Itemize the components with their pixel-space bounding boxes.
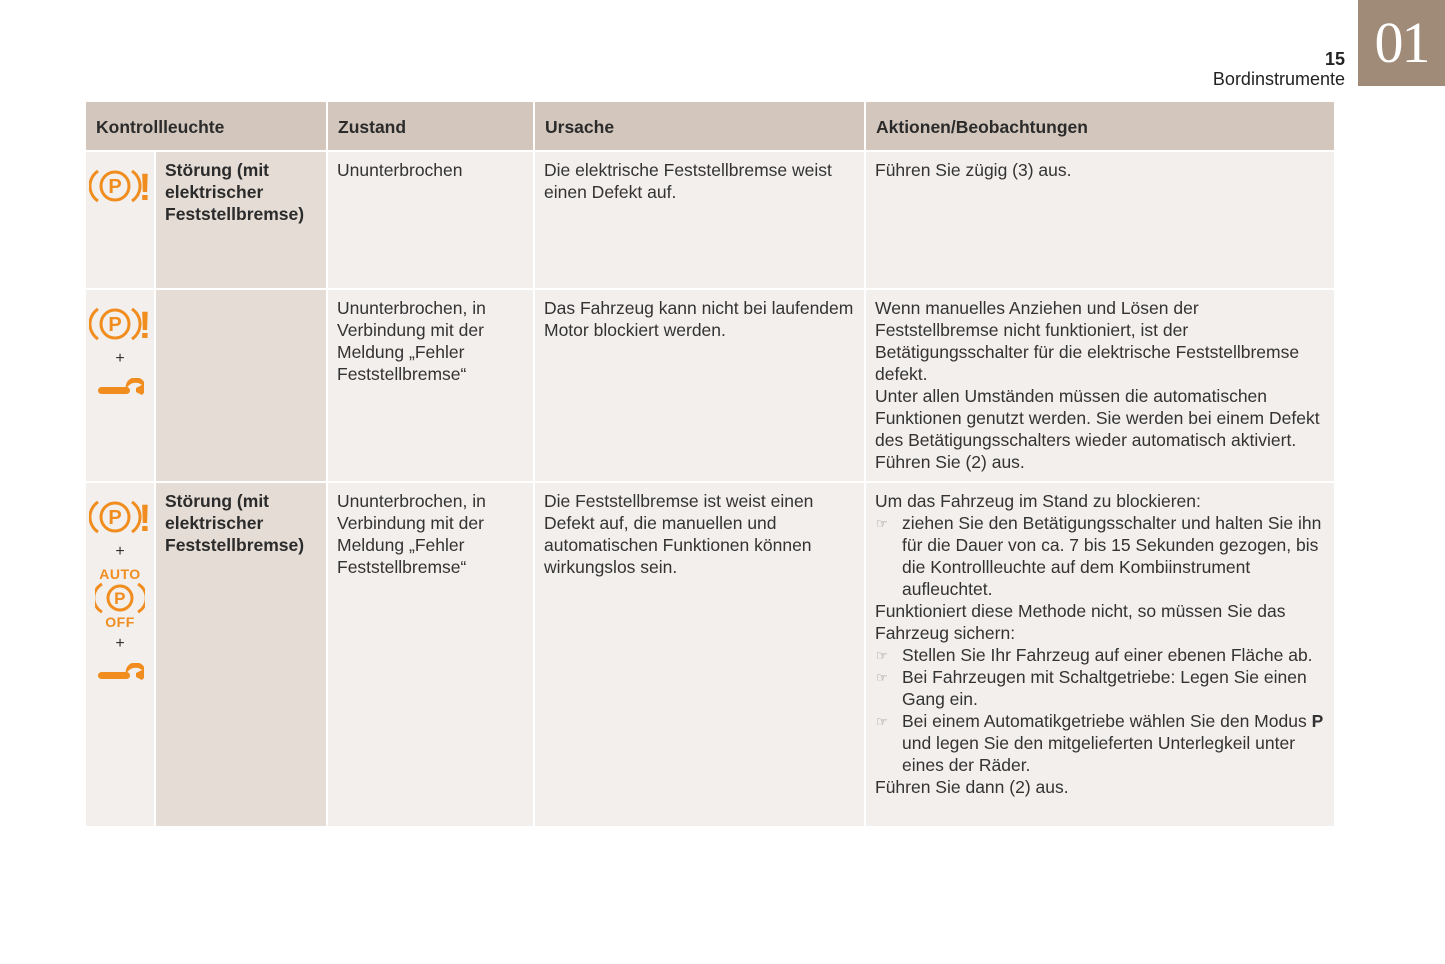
auto-off-icon [95,567,145,629]
parking-brake-icon [95,581,145,615]
pointing-hand-icon: ☞ [876,670,888,685]
list-item: ☞ Bei einem Automatikgetriebe wählen Sie den Modus P und legen Sie den mitgelieferten Unterlegkeil unter eines der Räder. [876,711,1324,775]
list-item: ☞ ziehen Sie den Betätigungsschalter und halten Sie ihn für die Dauer von ca. 7 bis 15 Sekunden gezogen, bis die Kontrollleuchte auf dem Kombiinstrument aufleuchtet. [876,513,1322,599]
row-1-ursache: Die elektrische Feststellbremse weist einen Defekt auf. [535,152,864,288]
aktionen-intro: Um das Fahrzeug im Stand zu blockieren: [875,491,1201,511]
list-item: ☞ Bei Fahrzeugen mit Schaltgetriebe: Legen Sie einen Gang ein. [876,667,1307,709]
svg-text:!: ! [138,167,151,206]
svg-text:!: ! [138,305,151,344]
svg-text:P: P [114,589,126,608]
row-3-aktionen [866,483,1334,826]
row-1-aktionen: Führen Sie zügig (3) aus. [866,152,1334,288]
warning-lights-table [86,102,1332,825]
auto-label: AUTO [99,566,141,582]
row-3-ursache: Die Feststellbremse ist weist einen Defekt auf, die manuellen und automatischen Funktionen können wirkungslos sein. [535,483,864,826]
page-number: 15 [1324,49,1345,69]
brake-warning-icon [89,304,151,344]
row-1-zustand: Ununterbrochen [328,152,533,288]
svg-text:P: P [108,507,122,529]
column-header-kontrollleuchte: Kontrollleuchte [86,102,326,150]
pointing-hand-icon: ☞ [876,714,888,729]
aktionen-mid: Funktioniert diese Methode nicht, so müssen Sie das Fahrzeug sichern: [875,601,1286,643]
mode-p: P [1311,711,1324,731]
svg-text:!: ! [138,498,151,537]
row-2-ursache: Das Fahrzeug kann nicht bei laufendem Motor blockiert werden. [535,290,864,481]
pointing-hand-icon: ☞ [876,516,888,531]
aktionen-end: Führen Sie dann (2) aus. [875,777,1069,797]
row-3-label: Störung (mit elektrischer Feststellbremse) [156,483,326,826]
column-header-aktionen: Aktionen/Beobachtungen [866,102,1334,150]
brake-warning-icon [89,497,151,537]
aktionen-paragraph: Unter allen Umständen müssen die automatischen Funktionen genutzt werden. Sie werden bei einem Defekt des Betätigungsschalters wieder automatisch aktiviert. [875,386,1320,450]
aktionen-list [875,644,1325,776]
row-2-label [156,290,326,481]
section-title: Bordinstrumente [1212,69,1345,89]
list-item: ☞ Stellen Sie Ihr Fahrzeug auf einer ebenen Fläche ab. [876,645,1313,665]
plus-sign: + [115,543,125,560]
row-3-zustand: Ununterbrochen, in Verbindung mit der Meldung „Fehler Feststellbremse“ [328,483,533,826]
svg-text:P: P [108,314,122,336]
pointing-hand-icon: ☞ [876,648,888,663]
row-3-icons [86,483,154,826]
svg-text:P: P [108,176,122,198]
plus-sign: + [115,350,125,367]
row-2-aktionen [866,290,1334,481]
plus-sign: + [115,635,125,652]
row-2-zustand: Ununterbrochen, in Verbindung mit der Meldung „Fehler Feststellbremse“ [328,290,533,481]
column-header-zustand: Zustand [328,102,533,150]
wrench-icon [96,663,144,687]
off-label: OFF [105,614,135,630]
aktionen-paragraph: Führen Sie (2) aus. [875,452,1025,472]
row-1-label: Störung (mit elektrischer Feststellbremse) [156,152,326,288]
chapter-tab: 01 [1358,0,1445,86]
aktionen-paragraph: Wenn manuelles Anziehen und Lösen der Feststellbremse nicht funktioniert, ist der Betätigungsschalter für die elektrische Feststellbremse defekt. [875,298,1300,384]
row-1-icons [86,152,154,288]
column-header-ursache: Ursache [535,102,864,150]
row-2-icons [86,290,154,481]
aktionen-list [875,512,1325,600]
wrench-icon [96,378,144,402]
brake-warning-icon [89,166,151,206]
